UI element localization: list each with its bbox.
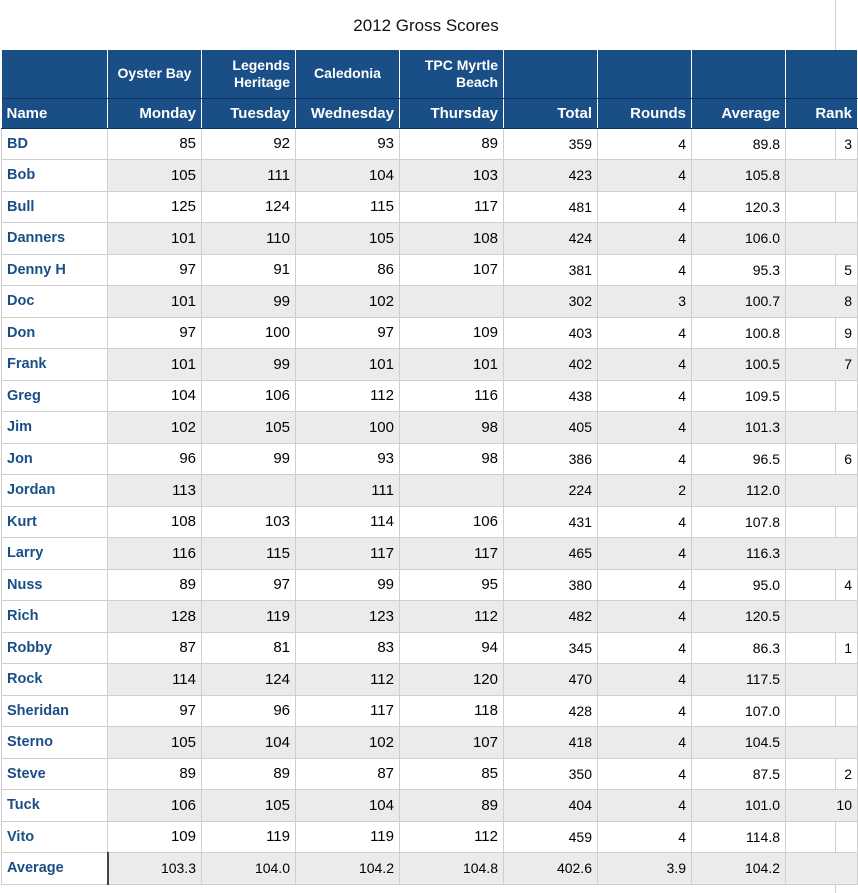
rounds-cell[interactable]: 3 xyxy=(598,286,692,318)
thursday-score-cell[interactable]: 89 xyxy=(400,790,504,822)
table-row xyxy=(2,569,858,601)
wednesday-score-cell[interactable]: 102 xyxy=(296,286,400,318)
player-name-cell[interactable]: Jordan xyxy=(2,475,108,507)
monday-score-cell[interactable]: 125 xyxy=(108,191,202,223)
total-cell[interactable]: 405 xyxy=(504,412,598,444)
average-cell[interactable]: 120.3 xyxy=(692,191,786,223)
rounds-cell[interactable]: 4 xyxy=(598,317,692,349)
thursday-score-cell[interactable]: 118 xyxy=(400,695,504,727)
rank-cell[interactable]: 5 xyxy=(786,254,858,286)
player-name-cell[interactable]: Bull xyxy=(2,191,108,223)
rank-cell[interactable]: 4 xyxy=(786,569,858,601)
monday-score-cell[interactable]: 108 xyxy=(108,506,202,538)
tuesday-score-cell[interactable]: 105 xyxy=(202,412,296,444)
average-cell[interactable]: 106.0 xyxy=(692,223,786,255)
table-row xyxy=(2,821,858,853)
score-rows xyxy=(2,128,858,884)
tuesday-score-cell[interactable]: 89 xyxy=(202,758,296,790)
table-row xyxy=(2,506,858,538)
table-row xyxy=(2,349,858,381)
rank-cell[interactable]: 6 xyxy=(786,443,858,475)
total-cell[interactable]: 423 xyxy=(504,160,598,192)
player-name-cell[interactable]: Larry xyxy=(2,538,108,570)
monday-score-cell[interactable]: 89 xyxy=(108,569,202,601)
rank-cell[interactable] xyxy=(786,695,858,727)
rounds-cell[interactable]: 2 xyxy=(598,475,692,507)
player-name-cell[interactable]: Doc xyxy=(2,286,108,318)
monday-score-cell[interactable]: 105 xyxy=(108,160,202,192)
total-cell[interactable]: 438 xyxy=(504,380,598,412)
table-row xyxy=(2,380,858,412)
total-cell[interactable]: 428 xyxy=(504,695,598,727)
player-name-cell[interactable]: Average xyxy=(2,853,108,885)
course-header-cell: Oyster Bay xyxy=(108,50,202,98)
rounds-cell[interactable]: 4 xyxy=(598,821,692,853)
rank-cell[interactable]: 9 xyxy=(786,317,858,349)
player-name-cell[interactable]: Jim xyxy=(2,412,108,444)
average-cell[interactable]: 89.8 xyxy=(692,128,786,160)
monday-score-cell[interactable]: 97 xyxy=(108,254,202,286)
total-cell[interactable]: 380 xyxy=(504,569,598,601)
player-name-cell[interactable]: Don xyxy=(2,317,108,349)
column-header-tuesday[interactable]: Tuesday xyxy=(202,98,296,128)
player-name-cell[interactable]: Sheridan xyxy=(2,695,108,727)
player-name-cell[interactable]: Rock xyxy=(2,664,108,696)
rank-cell[interactable] xyxy=(786,601,858,633)
average-cell[interactable]: 114.8 xyxy=(692,821,786,853)
rounds-cell[interactable]: 4 xyxy=(598,506,692,538)
rank-cell[interactable] xyxy=(786,191,858,223)
average-cell[interactable]: 101.3 xyxy=(692,412,786,444)
thursday-score-cell[interactable]: 117 xyxy=(400,191,504,223)
average-cell[interactable]: 95.0 xyxy=(692,569,786,601)
thursday-score-cell[interactable] xyxy=(400,286,504,318)
monday-score-cell[interactable]: 114 xyxy=(108,664,202,696)
wednesday-score-cell[interactable]: 87 xyxy=(296,758,400,790)
rank-cell[interactable]: 7 xyxy=(786,349,858,381)
thursday-score-cell[interactable]: 112 xyxy=(400,821,504,853)
gross-scores-table xyxy=(1,50,858,885)
rounds-cell[interactable]: 4 xyxy=(598,601,692,633)
total-cell[interactable]: 404 xyxy=(504,790,598,822)
monday-score-cell[interactable]: 85 xyxy=(108,128,202,160)
total-cell[interactable]: 470 xyxy=(504,664,598,696)
wednesday-score-cell[interactable]: 104.2 xyxy=(296,853,400,885)
average-cell[interactable]: 100.5 xyxy=(692,349,786,381)
wednesday-score-cell[interactable]: 99 xyxy=(296,569,400,601)
thursday-score-cell[interactable]: 120 xyxy=(400,664,504,696)
monday-score-cell[interactable]: 96 xyxy=(108,443,202,475)
total-cell[interactable]: 402 xyxy=(504,349,598,381)
wednesday-score-cell[interactable]: 112 xyxy=(296,380,400,412)
table-row xyxy=(2,790,858,822)
tuesday-score-cell[interactable]: 111 xyxy=(202,160,296,192)
course-header-cell xyxy=(692,50,786,98)
wednesday-score-cell[interactable]: 123 xyxy=(296,601,400,633)
tuesday-score-cell[interactable]: 99 xyxy=(202,443,296,475)
rank-cell[interactable] xyxy=(786,475,858,507)
average-cell[interactable]: 101.0 xyxy=(692,790,786,822)
tuesday-score-cell[interactable]: 103 xyxy=(202,506,296,538)
rounds-cell[interactable]: 4 xyxy=(598,664,692,696)
column-header-thursday[interactable]: Thursday xyxy=(400,98,504,128)
rounds-cell[interactable]: 4 xyxy=(598,695,692,727)
player-name-cell[interactable]: Tuck xyxy=(2,790,108,822)
column-header-average[interactable]: Average xyxy=(692,98,786,128)
rounds-cell[interactable]: 4 xyxy=(598,758,692,790)
thursday-score-cell[interactable]: 106 xyxy=(400,506,504,538)
tuesday-score-cell[interactable]: 106 xyxy=(202,380,296,412)
player-name-cell[interactable]: Robby xyxy=(2,632,108,664)
total-cell[interactable]: 482 xyxy=(504,601,598,633)
wednesday-score-cell[interactable]: 119 xyxy=(296,821,400,853)
total-cell[interactable]: 381 xyxy=(504,254,598,286)
player-name-cell[interactable]: Vito xyxy=(2,821,108,853)
rank-cell[interactable]: 2 xyxy=(786,758,858,790)
course-header-cell xyxy=(504,50,598,98)
average-cell[interactable]: 100.7 xyxy=(692,286,786,318)
table-row xyxy=(2,128,858,160)
player-name-cell[interactable]: Kurt xyxy=(2,506,108,538)
thursday-score-cell[interactable]: 103 xyxy=(400,160,504,192)
rounds-cell[interactable]: 4 xyxy=(598,727,692,759)
monday-score-cell[interactable]: 101 xyxy=(108,223,202,255)
player-name-cell[interactable]: BD xyxy=(2,128,108,160)
thursday-score-cell[interactable]: 116 xyxy=(400,380,504,412)
rank-cell[interactable]: 1 xyxy=(786,632,858,664)
wednesday-score-cell[interactable]: 101 xyxy=(296,349,400,381)
table-row xyxy=(2,632,858,664)
column-header-wednesday[interactable]: Wednesday xyxy=(296,98,400,128)
course-header-cell: Legends Heritage xyxy=(202,50,296,98)
total-cell[interactable]: 424 xyxy=(504,223,598,255)
wednesday-score-cell[interactable]: 117 xyxy=(296,695,400,727)
thursday-score-cell[interactable]: 85 xyxy=(400,758,504,790)
wednesday-score-cell[interactable]: 104 xyxy=(296,160,400,192)
thursday-score-cell[interactable]: 108 xyxy=(400,223,504,255)
monday-score-cell[interactable]: 101 xyxy=(108,349,202,381)
player-name-cell[interactable]: Sterno xyxy=(2,727,108,759)
table-row xyxy=(2,191,858,223)
tuesday-score-cell[interactable]: 119 xyxy=(202,821,296,853)
tuesday-score-cell[interactable] xyxy=(202,475,296,507)
thursday-score-cell[interactable]: 98 xyxy=(400,412,504,444)
course-header-row xyxy=(2,50,858,98)
rounds-cell[interactable]: 4 xyxy=(598,443,692,475)
rank-cell[interactable] xyxy=(786,664,858,696)
wednesday-score-cell[interactable]: 104 xyxy=(296,790,400,822)
average-cell[interactable]: 100.8 xyxy=(692,317,786,349)
total-cell[interactable]: 386 xyxy=(504,443,598,475)
tuesday-score-cell[interactable]: 104 xyxy=(202,727,296,759)
thursday-score-cell[interactable] xyxy=(400,475,504,507)
average-cell[interactable]: 107.8 xyxy=(692,506,786,538)
rank-cell[interactable] xyxy=(786,821,858,853)
average-cell[interactable]: 96.5 xyxy=(692,443,786,475)
thursday-score-cell[interactable]: 89 xyxy=(400,128,504,160)
wednesday-score-cell[interactable]: 112 xyxy=(296,664,400,696)
average-cell[interactable]: 112.0 xyxy=(692,475,786,507)
tuesday-score-cell[interactable]: 92 xyxy=(202,128,296,160)
course-header-cell xyxy=(786,50,858,98)
column-header-name[interactable]: Name xyxy=(2,98,108,128)
sheet-title: 2012 Gross Scores xyxy=(353,16,499,35)
rank-cell[interactable] xyxy=(786,853,858,885)
column-header-rank[interactable]: Rank xyxy=(786,98,858,128)
tuesday-score-cell[interactable]: 124 xyxy=(202,191,296,223)
total-cell[interactable]: 431 xyxy=(504,506,598,538)
tuesday-score-cell[interactable]: 115 xyxy=(202,538,296,570)
player-name-cell[interactable]: Denny H xyxy=(2,254,108,286)
monday-score-cell[interactable]: 128 xyxy=(108,601,202,633)
course-header-cell: Caledonia xyxy=(296,50,400,98)
rounds-cell[interactable]: 4 xyxy=(598,191,692,223)
wednesday-score-cell[interactable]: 83 xyxy=(296,632,400,664)
thursday-score-cell[interactable]: 117 xyxy=(400,538,504,570)
total-cell[interactable]: 345 xyxy=(504,632,598,664)
total-cell[interactable]: 403 xyxy=(504,317,598,349)
average-cell[interactable]: 107.0 xyxy=(692,695,786,727)
rank-cell[interactable] xyxy=(786,538,858,570)
player-name-cell[interactable]: Greg xyxy=(2,380,108,412)
tuesday-score-cell[interactable]: 99 xyxy=(202,349,296,381)
total-cell[interactable]: 402.6 xyxy=(504,853,598,885)
wednesday-score-cell[interactable]: 105 xyxy=(296,223,400,255)
rank-cell[interactable] xyxy=(786,380,858,412)
monday-score-cell[interactable]: 103.3 xyxy=(108,853,202,885)
thursday-score-cell[interactable]: 109 xyxy=(400,317,504,349)
rounds-cell[interactable]: 4 xyxy=(598,254,692,286)
average-cell[interactable]: 104.2 xyxy=(692,853,786,885)
course-header-cell: TPC Myrtle Beach xyxy=(400,50,504,98)
tuesday-score-cell[interactable]: 91 xyxy=(202,254,296,286)
table-row xyxy=(2,475,858,507)
table-row xyxy=(2,317,858,349)
rounds-cell[interactable]: 4 xyxy=(598,569,692,601)
tuesday-score-cell[interactable]: 110 xyxy=(202,223,296,255)
average-cell[interactable]: 116.3 xyxy=(692,538,786,570)
rank-cell[interactable]: 3 xyxy=(786,128,858,160)
rounds-cell[interactable]: 4 xyxy=(598,790,692,822)
average-cell[interactable]: 109.5 xyxy=(692,380,786,412)
tuesday-score-cell[interactable]: 97 xyxy=(202,569,296,601)
tuesday-score-cell[interactable]: 81 xyxy=(202,632,296,664)
thursday-score-cell[interactable]: 107 xyxy=(400,254,504,286)
tuesday-score-cell[interactable]: 119 xyxy=(202,601,296,633)
monday-score-cell[interactable]: 105 xyxy=(108,727,202,759)
rounds-cell[interactable]: 4 xyxy=(598,128,692,160)
column-header-row xyxy=(2,98,858,128)
monday-score-cell[interactable]: 104 xyxy=(108,380,202,412)
rounds-cell[interactable]: 4 xyxy=(598,538,692,570)
column-header-monday[interactable]: Monday xyxy=(108,98,202,128)
player-name-cell[interactable]: Rich xyxy=(2,601,108,633)
table-row xyxy=(2,727,858,759)
rounds-cell[interactable]: 4 xyxy=(598,349,692,381)
table-row xyxy=(2,223,858,255)
rounds-cell[interactable]: 4 xyxy=(598,632,692,664)
tuesday-score-cell[interactable]: 105 xyxy=(202,790,296,822)
rank-cell[interactable] xyxy=(786,506,858,538)
thursday-score-cell[interactable]: 101 xyxy=(400,349,504,381)
player-name-cell[interactable]: Frank xyxy=(2,349,108,381)
rank-cell[interactable] xyxy=(786,412,858,444)
monday-score-cell[interactable]: 101 xyxy=(108,286,202,318)
column-header-total[interactable]: Total xyxy=(504,98,598,128)
table-row xyxy=(2,286,858,318)
monday-score-cell[interactable]: 89 xyxy=(108,758,202,790)
table-row xyxy=(2,412,858,444)
average-cell[interactable]: 86.3 xyxy=(692,632,786,664)
wednesday-score-cell[interactable]: 114 xyxy=(296,506,400,538)
thursday-score-cell[interactable]: 104.8 xyxy=(400,853,504,885)
wednesday-score-cell[interactable]: 102 xyxy=(296,727,400,759)
table-row xyxy=(2,695,858,727)
wednesday-score-cell[interactable]: 115 xyxy=(296,191,400,223)
table-row xyxy=(2,254,858,286)
total-cell[interactable]: 459 xyxy=(504,821,598,853)
total-cell[interactable]: 481 xyxy=(504,191,598,223)
thursday-score-cell[interactable]: 98 xyxy=(400,443,504,475)
monday-score-cell[interactable]: 102 xyxy=(108,412,202,444)
rank-cell[interactable]: 8 xyxy=(786,286,858,318)
total-cell[interactable]: 350 xyxy=(504,758,598,790)
monday-score-cell[interactable]: 97 xyxy=(108,695,202,727)
rounds-cell[interactable]: 3.9 xyxy=(598,853,692,885)
rounds-cell[interactable]: 4 xyxy=(598,412,692,444)
total-cell[interactable]: 465 xyxy=(504,538,598,570)
rounds-cell[interactable]: 4 xyxy=(598,223,692,255)
total-cell[interactable]: 359 xyxy=(504,128,598,160)
wednesday-score-cell[interactable]: 111 xyxy=(296,475,400,507)
course-header-blank xyxy=(2,50,108,98)
wednesday-score-cell[interactable]: 117 xyxy=(296,538,400,570)
rank-cell[interactable] xyxy=(786,727,858,759)
monday-score-cell[interactable]: 87 xyxy=(108,632,202,664)
table-row xyxy=(2,601,858,633)
average-cell[interactable]: 105.8 xyxy=(692,160,786,192)
tuesday-score-cell[interactable]: 100 xyxy=(202,317,296,349)
rank-cell[interactable] xyxy=(786,160,858,192)
thursday-score-cell[interactable]: 112 xyxy=(400,601,504,633)
monday-score-cell[interactable]: 109 xyxy=(108,821,202,853)
wednesday-score-cell[interactable]: 97 xyxy=(296,317,400,349)
player-name-cell[interactable]: Bob xyxy=(2,160,108,192)
monday-score-cell[interactable]: 97 xyxy=(108,317,202,349)
average-cell[interactable]: 117.5 xyxy=(692,664,786,696)
thursday-score-cell[interactable]: 107 xyxy=(400,727,504,759)
rounds-cell[interactable]: 4 xyxy=(598,380,692,412)
average-cell[interactable]: 95.3 xyxy=(692,254,786,286)
wednesday-score-cell[interactable]: 93 xyxy=(296,443,400,475)
tuesday-score-cell[interactable]: 96 xyxy=(202,695,296,727)
rank-cell[interactable] xyxy=(786,223,858,255)
average-row xyxy=(2,853,858,885)
monday-score-cell[interactable]: 113 xyxy=(108,475,202,507)
wednesday-score-cell[interactable]: 93 xyxy=(296,128,400,160)
total-cell[interactable]: 302 xyxy=(504,286,598,318)
table-row xyxy=(2,664,858,696)
total-cell[interactable]: 418 xyxy=(504,727,598,759)
table-row xyxy=(2,758,858,790)
average-cell[interactable]: 87.5 xyxy=(692,758,786,790)
wednesday-score-cell[interactable]: 100 xyxy=(296,412,400,444)
tuesday-score-cell[interactable]: 104.0 xyxy=(202,853,296,885)
average-cell[interactable]: 104.5 xyxy=(692,727,786,759)
player-name-cell[interactable]: Nuss xyxy=(2,569,108,601)
player-name-cell[interactable]: Steve xyxy=(2,758,108,790)
table-row xyxy=(2,443,858,475)
rank-cell[interactable]: 10 xyxy=(786,790,858,822)
wednesday-score-cell[interactable]: 86 xyxy=(296,254,400,286)
total-cell[interactable]: 224 xyxy=(504,475,598,507)
column-header-rounds[interactable]: Rounds xyxy=(598,98,692,128)
tuesday-score-cell[interactable]: 99 xyxy=(202,286,296,318)
table-row xyxy=(2,160,858,192)
thursday-score-cell[interactable]: 95 xyxy=(400,569,504,601)
tuesday-score-cell[interactable]: 124 xyxy=(202,664,296,696)
rounds-cell[interactable]: 4 xyxy=(598,160,692,192)
thursday-score-cell[interactable]: 94 xyxy=(400,632,504,664)
monday-score-cell[interactable]: 106 xyxy=(108,790,202,822)
course-header-cell xyxy=(598,50,692,98)
table-row xyxy=(2,538,858,570)
player-name-cell[interactable]: Jon xyxy=(2,443,108,475)
monday-score-cell[interactable]: 116 xyxy=(108,538,202,570)
player-name-cell[interactable]: Danners xyxy=(2,223,108,255)
average-cell[interactable]: 120.5 xyxy=(692,601,786,633)
